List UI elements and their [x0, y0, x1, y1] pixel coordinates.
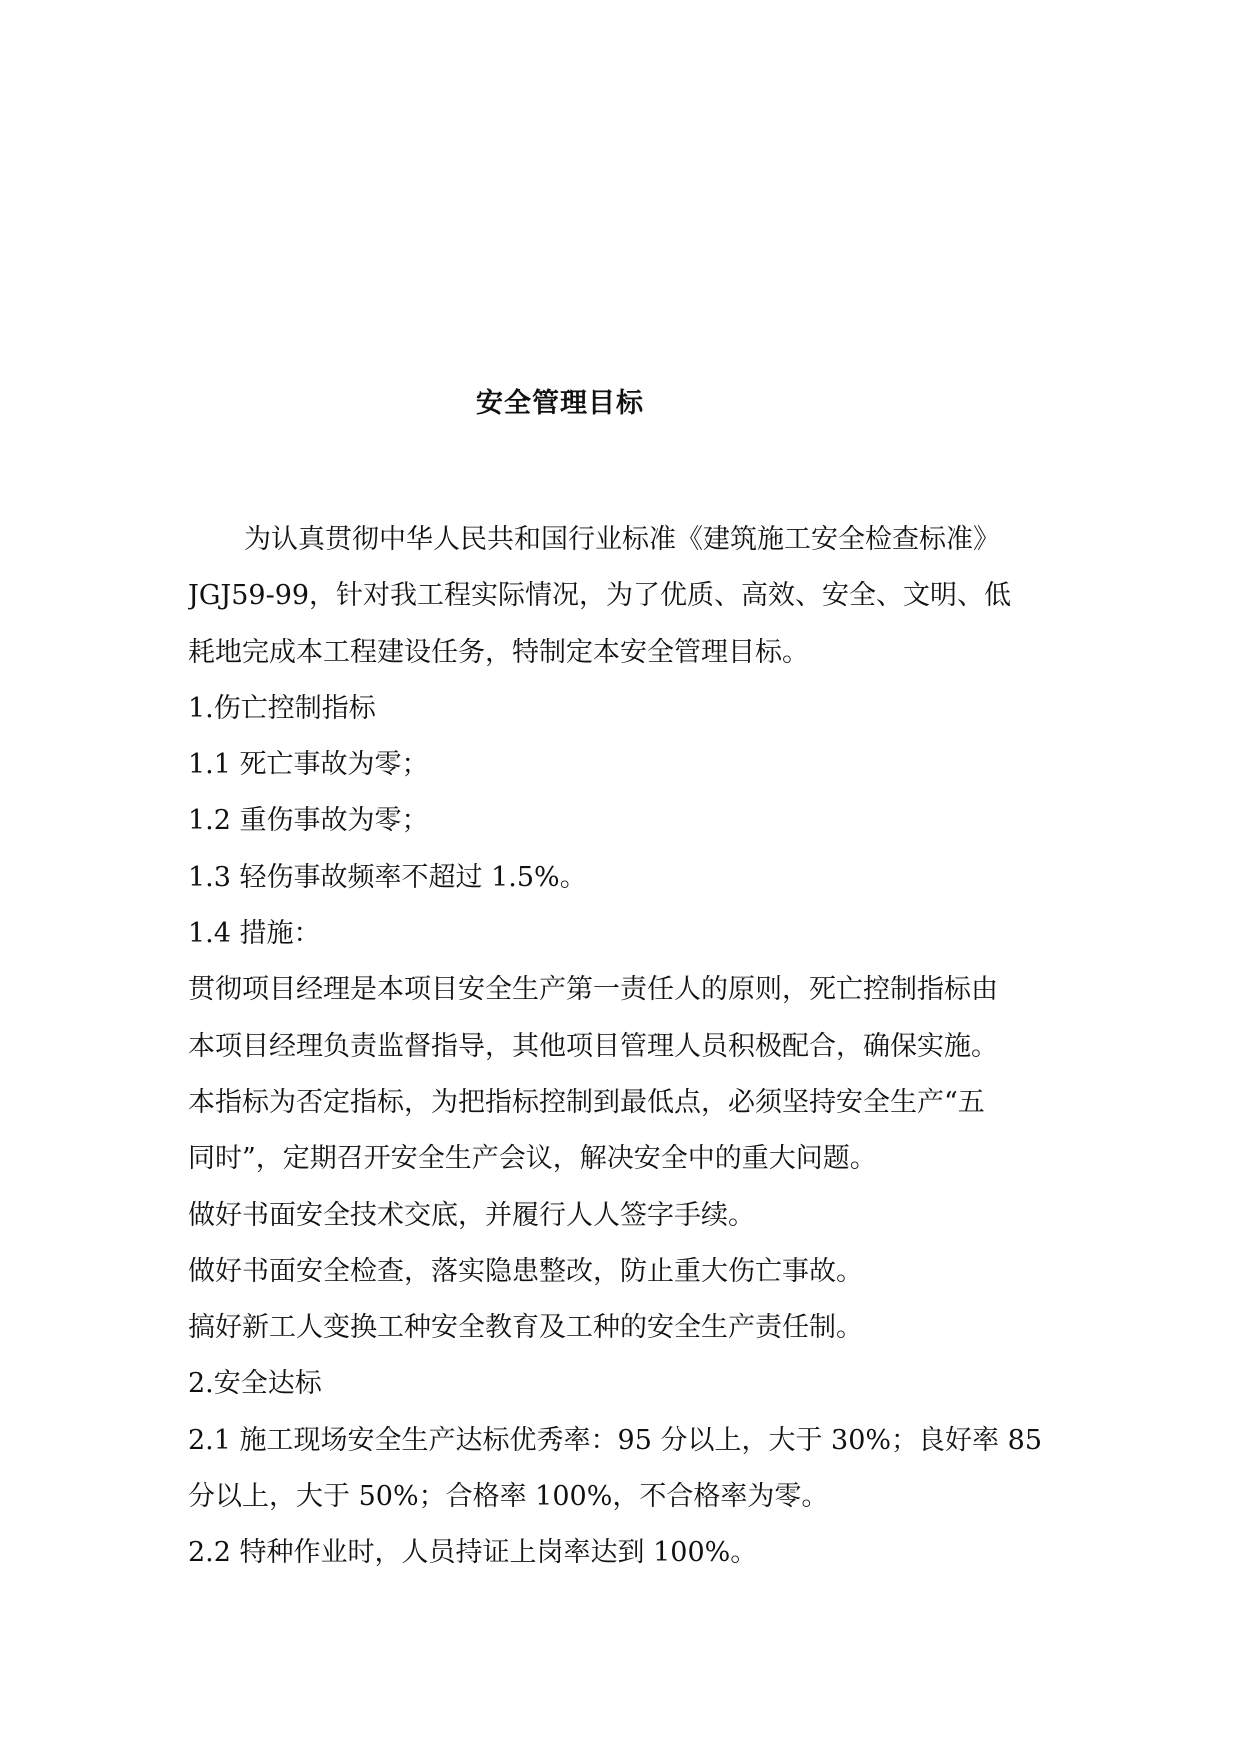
document-body — [188, 512, 1053, 1582]
section-heading: 1.伤亡控制指标 — [188, 692, 376, 724]
paragraph-line: 搞好新工人变换工种安全教育及工种的安全生产责任制。 — [188, 1312, 863, 1344]
paragraph-line: 做好书面安全技术交底，并履行人人签字手续。 — [188, 1199, 755, 1231]
list-item: 2.2 特种作业时，人员持证上岗率达到 100%。 — [188, 1537, 758, 1569]
paragraph-line: 贯彻项目经理是本项目安全生产第一责任人的原则，死亡控制指标由 — [188, 974, 998, 1006]
list-item: 2.1 施工现场安全生产达标优秀率：95 分以上，大于 30%；良好率 85 — [188, 1424, 1042, 1456]
list-item: 1.3 轻伤事故频率不超过 1.5%。 — [188, 861, 587, 893]
paragraph-line: 本项目经理负责监督指导，其他项目管理人员积极配合，确保实施。 — [188, 1030, 998, 1062]
paragraph-line: JGJ59-99，针对我工程实际情况，为了优质、高效、安全、文明、低 — [188, 580, 1012, 612]
paragraph-line: 耗地完成本工程建设任务，特制定本安全管理目标。 — [188, 636, 809, 668]
paragraph-line: 为认真贯彻中华人民共和国行业标准《建筑施工安全检查标准》 — [244, 524, 1000, 555]
list-item: 1.4 措施： — [188, 918, 321, 950]
list-item: 分以上，大于 50%；合格率 100%，不合格率为零。 — [188, 1481, 829, 1513]
paragraph-line: 同时”，定期召开安全生产会议，解决安全中的重大问题。 — [188, 1143, 877, 1175]
list-item: 1.1 死亡事故为零； — [188, 749, 429, 781]
list-item: 1.2 重伤事故为零； — [188, 805, 429, 837]
document-title: 安全管理目标 — [476, 388, 644, 419]
section-heading: 2.安全达标 — [188, 1368, 322, 1400]
paragraph-line: 本指标为否定指标，为把指标控制到最低点，必须坚持安全生产“五 — [188, 1086, 985, 1118]
paragraph-line: 做好书面安全检查，落实隐患整改，防止重大伤亡事故。 — [188, 1255, 863, 1287]
